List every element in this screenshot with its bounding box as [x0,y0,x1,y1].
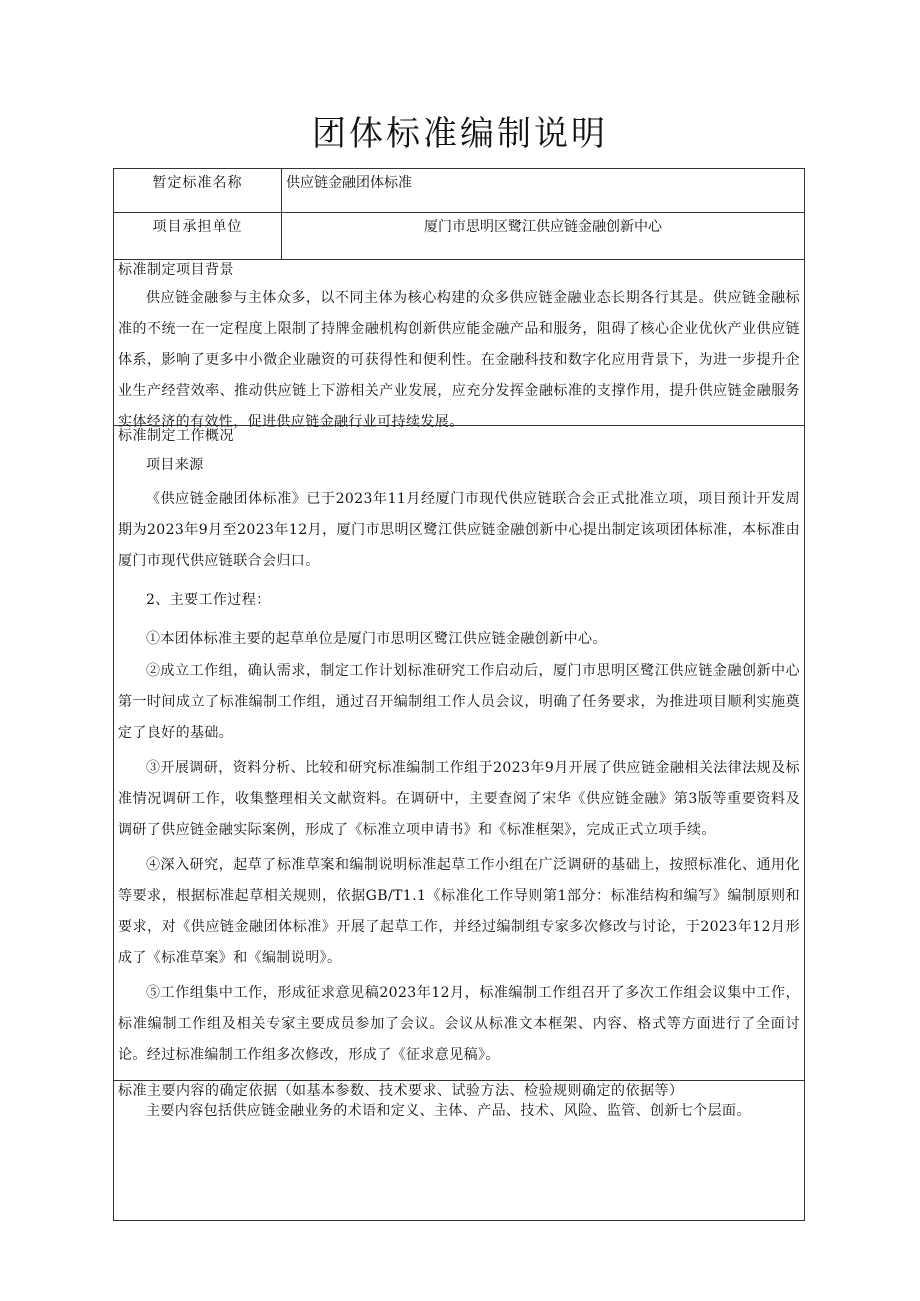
page-title: 团体标准编制说明 [312,114,608,154]
standard-name-row [114,169,804,213]
basis-section [114,1081,804,1220]
process-heading: 2、主要工作过程： [146,592,271,608]
background-section [114,260,804,430]
basis-heading: 标准主要内容的确定依据（如基本参数、技术要求、试验方法、检验规则确定的依据等） [118,1083,684,1099]
background-heading: 标准制定项目背景 [118,262,234,278]
undertaking-unit-label: 项目承担单位 [114,213,282,259]
standard-name-label: 暂定标准名称 [114,169,282,212]
process-step-4: ④深入研究，起草了标准草案和编制说明标准起草工作小组在广泛调研的基础上，按照标准化、通用化等要求，根据标准起草相关规则，依据GB/T1.1《标准化工作导则第1部分：标准结构和编写》编制原则和要求，对《供应链金融团体标准》开展了起草工作，并经过编制组专家多次修改与讨论，于2023年12月形成了《标准草案》和《编制说明》。 [118,857,800,966]
process-step-1: ①本团体标准主要的起草单位是厦门市思明区鹭江供应链金融创新中心。 [146,631,607,647]
source-heading: 项目来源 [146,457,204,473]
undertaking-unit-row [114,213,804,260]
work-overview-heading: 标准制定工作概况 [118,428,234,444]
process-step-5: ⑤工作组集中工作，形成征求意见稿2023年12月，标准编制工作组召开了多次工作组会议集中工作，标准编制工作组及相关专家主要成员参加了会议。会议从标准文本框架、内容、格式等方面进行了全面讨论。经过标准编制工作组多次修改，形成了《征求意见稿》。 [118,985,800,1063]
process-step-3: ③开展调研，资料分析、比较和研究标准编制工作组于2023年9月开展了供应链金融相关法律法规及标准情况调研工作，收集整理相关文献资料。在调研中，主要查阅了宋华《供应链金融》第3版等重要资料及调研了供应链金融实际案例，形成了《标准立项申请书》和《标准框架》，完成正式立项手续。 [118,760,800,838]
background-text: 供应链金融参与主体众多，以不同主体为核心构建的众多供应链金融业态长期各行其是。供应链金融标准的不统一在一定程度上限制了持牌金融机构创新供应能金融产品和服务，阻碍了核心企业优伙产业供应链体系，影响了更多中小微企业融资的可获得性和便利性。在金融科技和数字化应用背景下，为进一步提升企业生产经营效率、推动供应链上下游相关产业发展，应充分发挥金融标准的支撑作用，提升供应链金融服务实体经济的有效性，促进供应链金融行业可持续发展。 [118,290,800,430]
source-text: 《供应链金融团体标准》已于2023年11月经厦门市现代供应链联合会正式批准立项，项目预计开发周期为2023年9月至2023年12月，厦门市思明区鹭江供应链金融创新中心提出制定该项团体标准，本标准由厦门市现代供应链联合会归口。 [118,491,800,569]
form-table [113,168,805,1221]
process-step-2: ②成立工作组，确认需求，制定工作计划标准研究工作启动后，厦门市思明区鹭江供应链金融创新中心第一时间成立了标准编制工作组，通过召开编制组工作人员会议，明确了任务要求，为推进项目顺利实施奠定了良好的基础。 [118,663,800,741]
undertaking-unit-value: 厦门市思明区鹭江供应链金融创新中心 [424,219,662,235]
standard-name-value: 供应链金融团体标准 [286,175,412,191]
work-overview-section [114,426,804,1081]
basis-text: 主要内容包括供应链金融业务的术语和定义、主体、产品、技术、风险、监管、创新七个层面。 [146,1103,751,1119]
